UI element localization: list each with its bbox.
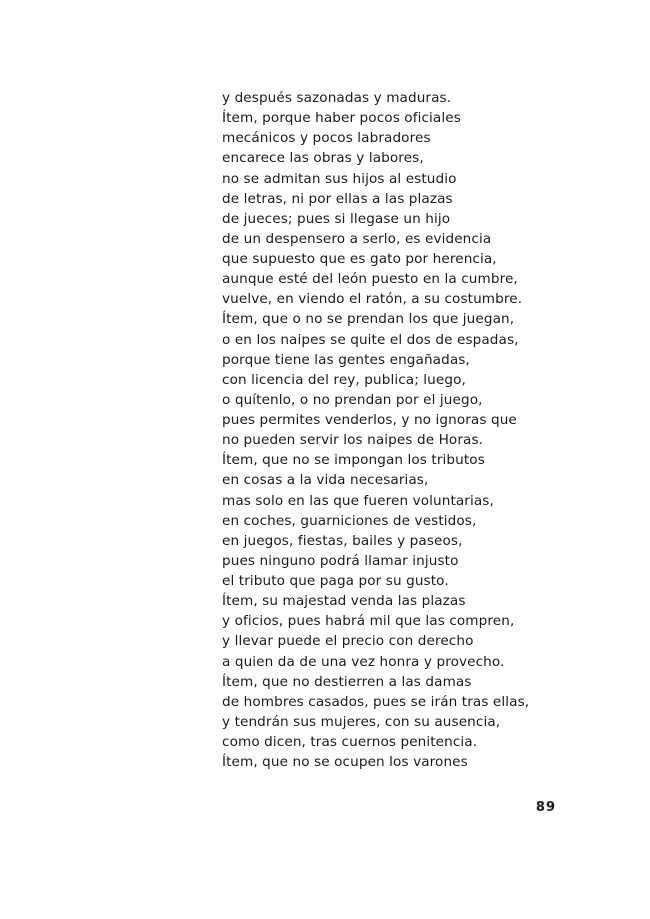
verse-line: Ítem, que no destierren a las damas <box>222 673 472 690</box>
verse-line: con licencia del rey, publica; luego, <box>222 371 466 388</box>
verse-line: pues ninguno podrá llamar injusto <box>222 552 459 569</box>
verse-line: y tendrán sus mujeres, con su ausencia, <box>222 713 501 730</box>
verse-line: en juegos, fiestas, bailes y paseos, <box>222 532 463 549</box>
verse-line: Ítem, que no se impongan los tributos <box>222 452 485 469</box>
verse-line: y después sazonadas y maduras. <box>222 90 452 106</box>
verse-line: Ítem, su majestad venda las plazas <box>222 593 466 610</box>
verse-line: o quítenlo, o no prendan por el juego, <box>222 391 483 408</box>
verse-line: mecánicos y pocos labradores <box>222 130 431 147</box>
verse-line: en cosas a la vida necesarias, <box>222 472 429 489</box>
verse-line: de jueces; pues si llegase un hijo <box>222 210 451 227</box>
verse-line: Ítem, porque haber pocos oficiales <box>222 110 461 127</box>
verse-line: y oficios, pues habrá mil que las compren, <box>222 613 515 630</box>
verse-line: y llevar puede el precio con derecho <box>222 633 474 650</box>
verse-line: no pueden servir los naipes de Horas. <box>222 432 484 449</box>
verse-line: el tributo que paga por su gusto. <box>222 573 449 589</box>
verse-line: aunque esté del león puesto en la cumbre, <box>222 271 518 288</box>
verse-line: como dicen, tras cuernos penitencia. <box>222 734 478 750</box>
verse-line: porque tiene las gentes engañadas, <box>222 351 470 368</box>
verse-line: a quien da de una vez honra y provecho. <box>222 653 505 670</box>
verse-line: de letras, ni por ellas a las plazas <box>222 190 453 207</box>
verse-line: no se admitan sus hijos al estudio <box>222 170 457 187</box>
verse-line: de hombres casados, pues se irán tras ellas, <box>222 693 530 710</box>
verse-line: vuelve, en viendo el ratón, a su costumbre. <box>222 291 523 308</box>
poem-text <box>222 88 562 772</box>
verse-line: encarece las obras y labores, <box>222 150 424 167</box>
page-number: 89 <box>535 800 556 815</box>
verse-line: que supuesto que es gato por herencia, <box>222 251 497 267</box>
verse-line: o en los naipes se quite el dos de espadas, <box>222 331 519 348</box>
verse-line: en coches, guarniciones de vestidos, <box>222 512 477 529</box>
verse-line: pues permites venderlos, y no ignoras que <box>222 412 517 428</box>
verse-line: Ítem, que o no se prendan los que juegan, <box>222 311 515 328</box>
verse-line: mas solo en las que fueren voluntarias, <box>222 492 494 509</box>
verse-line: de un despensero a serlo, es evidencia <box>222 230 492 247</box>
verse-line: Ítem, que no se ocupen los varones <box>222 754 468 771</box>
